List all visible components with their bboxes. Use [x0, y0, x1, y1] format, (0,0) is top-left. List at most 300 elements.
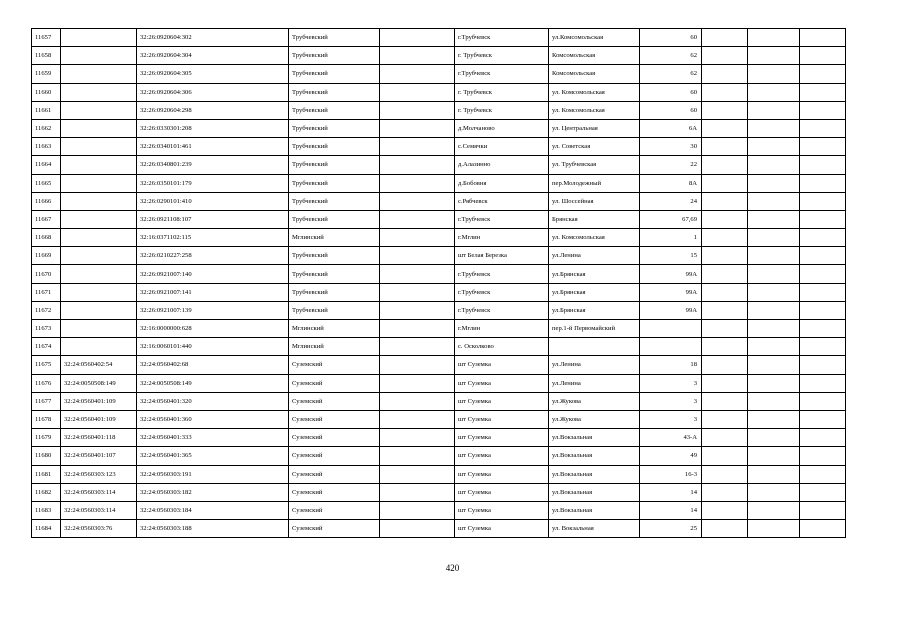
row-number-cell: 11678: [32, 410, 61, 428]
street-cell: ул. Комсомольская: [549, 83, 640, 101]
blank-cell-c: [800, 83, 846, 101]
row-number-cell: 11663: [32, 138, 61, 156]
table-row: [32, 138, 846, 156]
settlement-cell: г. Трубчевск: [455, 83, 549, 101]
extra-cell: [380, 483, 455, 501]
old-cadastral-number-cell: [61, 174, 137, 192]
blank-cell-a: [702, 174, 748, 192]
cadastral-number-cell: 32:26:0210227:258: [137, 247, 289, 265]
extra-cell: [380, 501, 455, 519]
registry-table-body: [32, 29, 846, 538]
settlement-cell: г.Трубчевск: [455, 265, 549, 283]
street-cell: ул.Вокзальная: [549, 501, 640, 519]
blank-cell-b: [748, 483, 800, 501]
extra-cell: [380, 392, 455, 410]
page-number: 420: [445, 563, 460, 573]
table-row: [32, 392, 846, 410]
cadastral-number-cell: 32:24:0560303:182: [137, 483, 289, 501]
blank-cell-b: [748, 392, 800, 410]
extra-cell: [380, 265, 455, 283]
district-cell: Мглинский: [289, 320, 380, 338]
blank-cell-b: [748, 320, 800, 338]
row-number-cell: 11669: [32, 247, 61, 265]
row-number-cell: 11684: [32, 520, 61, 538]
house-number-cell: 43-А: [640, 429, 702, 447]
old-cadastral-number-cell: [61, 229, 137, 247]
extra-cell: [380, 119, 455, 137]
blank-cell-c: [800, 247, 846, 265]
house-number-cell: 8А: [640, 174, 702, 192]
row-number-cell: 11658: [32, 47, 61, 65]
registry-table: [31, 28, 846, 538]
blank-cell-a: [702, 465, 748, 483]
row-number-cell: 11670: [32, 265, 61, 283]
blank-cell-c: [800, 501, 846, 519]
settlement-cell: шт Суземка: [455, 520, 549, 538]
street-cell: ул.Брянская: [549, 283, 640, 301]
table-row: [32, 356, 846, 374]
district-cell: Трубчевский: [289, 101, 380, 119]
old-cadastral-number-cell: 32:24:0560401:109: [61, 392, 137, 410]
blank-cell-b: [748, 156, 800, 174]
blank-cell-c: [800, 465, 846, 483]
house-number-cell: 99А: [640, 283, 702, 301]
table-row: [32, 447, 846, 465]
street-cell: ул.Ленина: [549, 247, 640, 265]
street-cell: ул. Вокзальная: [549, 520, 640, 538]
district-cell: Трубчевский: [289, 210, 380, 228]
settlement-cell: д.Молчаново: [455, 119, 549, 137]
house-number-cell: 60: [640, 29, 702, 47]
blank-cell-c: [800, 447, 846, 465]
row-number-cell: 11681: [32, 465, 61, 483]
street-cell: Комсомольская: [549, 65, 640, 83]
row-number-cell: 11672: [32, 301, 61, 319]
blank-cell-a: [702, 338, 748, 356]
blank-cell-c: [800, 119, 846, 137]
blank-cell-c: [800, 392, 846, 410]
cadastral-number-cell: 32:24:0560402:68: [137, 356, 289, 374]
blank-cell-a: [702, 501, 748, 519]
old-cadastral-number-cell: 32:24:0560402:54: [61, 356, 137, 374]
settlement-cell: шт Суземка: [455, 374, 549, 392]
district-cell: Суземский: [289, 465, 380, 483]
table-row: [32, 192, 846, 210]
settlement-cell: г.Мглин: [455, 229, 549, 247]
table-row: [32, 156, 846, 174]
blank-cell-b: [748, 465, 800, 483]
blank-cell-b: [748, 356, 800, 374]
blank-cell-a: [702, 65, 748, 83]
house-number-cell: 16-3: [640, 465, 702, 483]
blank-cell-b: [748, 283, 800, 301]
blank-cell-c: [800, 210, 846, 228]
cadastral-number-cell: 32:26:0920604:302: [137, 29, 289, 47]
blank-cell-a: [702, 29, 748, 47]
extra-cell: [380, 429, 455, 447]
house-number-cell: 60: [640, 101, 702, 119]
settlement-cell: с. Осколково: [455, 338, 549, 356]
settlement-cell: с.Семячки: [455, 138, 549, 156]
old-cadastral-number-cell: 32:24:0050508:149: [61, 374, 137, 392]
cadastral-number-cell: 32:24:0050508:149: [137, 374, 289, 392]
street-cell: ул.Жукова: [549, 392, 640, 410]
settlement-cell: г. Трубчевск: [455, 101, 549, 119]
district-cell: Мглинский: [289, 338, 380, 356]
old-cadastral-number-cell: [61, 101, 137, 119]
street-cell: ул.Вокзальная: [549, 429, 640, 447]
blank-cell-b: [748, 83, 800, 101]
blank-cell-c: [800, 29, 846, 47]
blank-cell-b: [748, 174, 800, 192]
district-cell: Трубчевский: [289, 247, 380, 265]
cadastral-number-cell: 32:26:0921007:139: [137, 301, 289, 319]
blank-cell-c: [800, 374, 846, 392]
cadastral-number-cell: 32:26:0920604:305: [137, 65, 289, 83]
row-number-cell: 11660: [32, 83, 61, 101]
district-cell: Трубчевский: [289, 65, 380, 83]
blank-cell-c: [800, 101, 846, 119]
extra-cell: [380, 410, 455, 428]
street-cell: [549, 338, 640, 356]
blank-cell-b: [748, 229, 800, 247]
table-row: [32, 265, 846, 283]
table-row: [32, 320, 846, 338]
table-row: [32, 101, 846, 119]
blank-cell-b: [748, 210, 800, 228]
blank-cell-b: [748, 501, 800, 519]
row-number-cell: 11661: [32, 101, 61, 119]
house-number-cell: 99А: [640, 265, 702, 283]
blank-cell-b: [748, 301, 800, 319]
street-cell: ул.Брянская: [549, 265, 640, 283]
blank-cell-b: [748, 338, 800, 356]
blank-cell-a: [702, 138, 748, 156]
extra-cell: [380, 374, 455, 392]
row-number-cell: 11659: [32, 65, 61, 83]
house-number-cell: 60: [640, 83, 702, 101]
settlement-cell: г. Трубчевск: [455, 47, 549, 65]
street-cell: ул.Брянская: [549, 301, 640, 319]
blank-cell-a: [702, 156, 748, 174]
table-row: [32, 483, 846, 501]
blank-cell-b: [748, 119, 800, 137]
table-row: [32, 283, 846, 301]
blank-cell-b: [748, 265, 800, 283]
street-cell: ул. Центральная: [549, 119, 640, 137]
cadastral-number-cell: 32:24:0560401:320: [137, 392, 289, 410]
blank-cell-b: [748, 192, 800, 210]
house-number-cell: 15: [640, 247, 702, 265]
old-cadastral-number-cell: [61, 338, 137, 356]
street-cell: пер.Молодежный: [549, 174, 640, 192]
settlement-cell: шт Суземка: [455, 447, 549, 465]
blank-cell-a: [702, 320, 748, 338]
cadastral-number-cell: 32:26:0330301:208: [137, 119, 289, 137]
settlement-cell: д.Бобовня: [455, 174, 549, 192]
cadastral-number-cell: 32:24:0560303:184: [137, 501, 289, 519]
table-row: [32, 47, 846, 65]
blank-cell-a: [702, 83, 748, 101]
district-cell: Суземский: [289, 374, 380, 392]
old-cadastral-number-cell: 32:24:0560303:123: [61, 465, 137, 483]
settlement-cell: г.Трубчевск: [455, 283, 549, 301]
blank-cell-c: [800, 47, 846, 65]
district-cell: Трубчевский: [289, 83, 380, 101]
settlement-cell: г.Мглин: [455, 320, 549, 338]
settlement-cell: шт Белая Березка: [455, 247, 549, 265]
street-cell: ул.Ленина: [549, 356, 640, 374]
cadastral-number-cell: 32:26:0921007:140: [137, 265, 289, 283]
cadastral-number-cell: 32:26:0920604:306: [137, 83, 289, 101]
blank-cell-b: [748, 29, 800, 47]
street-cell: пер.1-й Первомайский: [549, 320, 640, 338]
old-cadastral-number-cell: [61, 156, 137, 174]
settlement-cell: шт Суземка: [455, 501, 549, 519]
cadastral-number-cell: 32:16:0000000:628: [137, 320, 289, 338]
street-cell: Брянская: [549, 210, 640, 228]
district-cell: Трубчевский: [289, 47, 380, 65]
old-cadastral-number-cell: 32:24:0560303:114: [61, 483, 137, 501]
blank-cell-a: [702, 229, 748, 247]
table-row: [32, 338, 846, 356]
extra-cell: [380, 229, 455, 247]
blank-cell-b: [748, 429, 800, 447]
district-cell: Мглинский: [289, 229, 380, 247]
old-cadastral-number-cell: [61, 47, 137, 65]
district-cell: Суземский: [289, 520, 380, 538]
street-cell: Комсомольская: [549, 47, 640, 65]
house-number-cell: 1: [640, 229, 702, 247]
blank-cell-a: [702, 47, 748, 65]
house-number-cell: 14: [640, 501, 702, 519]
cadastral-number-cell: 32:26:0350101:179: [137, 174, 289, 192]
settlement-cell: шт Суземка: [455, 483, 549, 501]
extra-cell: [380, 29, 455, 47]
settlement-cell: д.Алазинно: [455, 156, 549, 174]
old-cadastral-number-cell: [61, 138, 137, 156]
row-number-cell: 11668: [32, 229, 61, 247]
house-number-cell: 99А: [640, 301, 702, 319]
blank-cell-a: [702, 265, 748, 283]
cadastral-number-cell: 32:24:0560401:333: [137, 429, 289, 447]
extra-cell: [380, 47, 455, 65]
old-cadastral-number-cell: [61, 210, 137, 228]
blank-cell-a: [702, 101, 748, 119]
cadastral-number-cell: 32:26:0920604:298: [137, 101, 289, 119]
house-number-cell: 14: [640, 483, 702, 501]
blank-cell-b: [748, 65, 800, 83]
house-number-cell: 25: [640, 520, 702, 538]
blank-cell-b: [748, 138, 800, 156]
table-row: [32, 410, 846, 428]
blank-cell-a: [702, 247, 748, 265]
old-cadastral-number-cell: [61, 119, 137, 137]
old-cadastral-number-cell: 32:24:0560303:76: [61, 520, 137, 538]
blank-cell-a: [702, 374, 748, 392]
row-number-cell: 11676: [32, 374, 61, 392]
row-number-cell: 11679: [32, 429, 61, 447]
row-number-cell: 11674: [32, 338, 61, 356]
settlement-cell: шт Суземка: [455, 429, 549, 447]
blank-cell-c: [800, 356, 846, 374]
settlement-cell: с.Рябчевск: [455, 192, 549, 210]
district-cell: Суземский: [289, 410, 380, 428]
blank-cell-a: [702, 283, 748, 301]
blank-cell-c: [800, 320, 846, 338]
blank-cell-c: [800, 283, 846, 301]
cadastral-number-cell: 32:26:0921007:141: [137, 283, 289, 301]
blank-cell-c: [800, 410, 846, 428]
blank-cell-c: [800, 156, 846, 174]
street-cell: ул. Шоссейная: [549, 192, 640, 210]
blank-cell-b: [748, 247, 800, 265]
row-number-cell: 11657: [32, 29, 61, 47]
house-number-cell: 67,69: [640, 210, 702, 228]
blank-cell-a: [702, 429, 748, 447]
district-cell: Трубчевский: [289, 192, 380, 210]
blank-cell-c: [800, 229, 846, 247]
house-number-cell: 3: [640, 410, 702, 428]
house-number-cell: 6А: [640, 119, 702, 137]
table-row: [32, 465, 846, 483]
old-cadastral-number-cell: 32:24:0560401:109: [61, 410, 137, 428]
row-number-cell: 11666: [32, 192, 61, 210]
cadastral-number-cell: 32:16:0371102:115: [137, 229, 289, 247]
extra-cell: [380, 174, 455, 192]
row-number-cell: 11662: [32, 119, 61, 137]
house-number-cell: 62: [640, 47, 702, 65]
house-number-cell: 24: [640, 192, 702, 210]
blank-cell-c: [800, 174, 846, 192]
extra-cell: [380, 247, 455, 265]
settlement-cell: шт Суземка: [455, 410, 549, 428]
settlement-cell: г.Трубчевск: [455, 301, 549, 319]
extra-cell: [380, 320, 455, 338]
row-number-cell: 11664: [32, 156, 61, 174]
extra-cell: [380, 301, 455, 319]
street-cell: ул. Комсомольская: [549, 101, 640, 119]
blank-cell-a: [702, 520, 748, 538]
district-cell: Трубчевский: [289, 138, 380, 156]
district-cell: Трубчевский: [289, 301, 380, 319]
house-number-cell: 3: [640, 392, 702, 410]
blank-cell-c: [800, 265, 846, 283]
extra-cell: [380, 101, 455, 119]
blank-cell-c: [800, 65, 846, 83]
extra-cell: [380, 83, 455, 101]
row-number-cell: 11683: [32, 501, 61, 519]
extra-cell: [380, 520, 455, 538]
old-cadastral-number-cell: 32:24:0560401:107: [61, 447, 137, 465]
extra-cell: [380, 447, 455, 465]
blank-cell-a: [702, 301, 748, 319]
table-row: [32, 520, 846, 538]
table-row: [32, 229, 846, 247]
house-number-cell: 30: [640, 138, 702, 156]
district-cell: Трубчевский: [289, 156, 380, 174]
street-cell: ул.Комсомольская: [549, 29, 640, 47]
table-row: [32, 501, 846, 519]
district-cell: Трубчевский: [289, 283, 380, 301]
street-cell: ул.Вокзальная: [549, 465, 640, 483]
district-cell: Трубчевский: [289, 119, 380, 137]
cadastral-number-cell: 32:24:0560303:188: [137, 520, 289, 538]
cadastral-number-cell: 32:24:0560303:191: [137, 465, 289, 483]
street-cell: ул.Ленина: [549, 374, 640, 392]
row-number-cell: 11667: [32, 210, 61, 228]
street-cell: ул.Вокзальная: [549, 447, 640, 465]
blank-cell-a: [702, 447, 748, 465]
cadastral-number-cell: 32:24:0560401:365: [137, 447, 289, 465]
extra-cell: [380, 156, 455, 174]
old-cadastral-number-cell: [61, 265, 137, 283]
district-cell: Суземский: [289, 447, 380, 465]
settlement-cell: шт Суземка: [455, 465, 549, 483]
blank-cell-b: [748, 47, 800, 65]
row-number-cell: 11680: [32, 447, 61, 465]
street-cell: ул.Жукова: [549, 410, 640, 428]
extra-cell: [380, 210, 455, 228]
blank-cell-a: [702, 410, 748, 428]
row-number-cell: 11677: [32, 392, 61, 410]
old-cadastral-number-cell: [61, 29, 137, 47]
table-row: [32, 210, 846, 228]
blank-cell-c: [800, 192, 846, 210]
row-number-cell: 11665: [32, 174, 61, 192]
table-row: [32, 174, 846, 192]
table-row: [32, 429, 846, 447]
street-cell: ул. Комсомольская: [549, 229, 640, 247]
blank-cell-a: [702, 119, 748, 137]
blank-cell-a: [702, 192, 748, 210]
extra-cell: [380, 138, 455, 156]
house-number-cell: 62: [640, 65, 702, 83]
street-cell: ул. Советская: [549, 138, 640, 156]
blank-cell-b: [748, 410, 800, 428]
district-cell: Трубчевский: [289, 174, 380, 192]
cadastral-number-cell: 32:26:0921108:107: [137, 210, 289, 228]
blank-cell-a: [702, 210, 748, 228]
street-cell: ул.Вокзальная: [549, 483, 640, 501]
extra-cell: [380, 338, 455, 356]
blank-cell-c: [800, 138, 846, 156]
extra-cell: [380, 283, 455, 301]
cadastral-number-cell: 32:26:0290101:410: [137, 192, 289, 210]
cadastral-number-cell: 32:16:0060101:440: [137, 338, 289, 356]
house-number-cell: 18: [640, 356, 702, 374]
table-row: [32, 29, 846, 47]
blank-cell-a: [702, 356, 748, 374]
cadastral-number-cell: 32:26:0340101:461: [137, 138, 289, 156]
blank-cell-c: [800, 483, 846, 501]
blank-cell-b: [748, 101, 800, 119]
blank-cell-c: [800, 520, 846, 538]
old-cadastral-number-cell: [61, 247, 137, 265]
row-number-cell: 11673: [32, 320, 61, 338]
table-row: [32, 83, 846, 101]
district-cell: Трубчевский: [289, 265, 380, 283]
row-number-cell: 11671: [32, 283, 61, 301]
house-number-cell: 22: [640, 156, 702, 174]
house-number-cell: [640, 320, 702, 338]
blank-cell-c: [800, 429, 846, 447]
cadastral-number-cell: 32:26:0920604:304: [137, 47, 289, 65]
table-row: [32, 247, 846, 265]
row-number-cell: 11682: [32, 483, 61, 501]
blank-cell-a: [702, 483, 748, 501]
cadastral-number-cell: 32:26:0340801:239: [137, 156, 289, 174]
